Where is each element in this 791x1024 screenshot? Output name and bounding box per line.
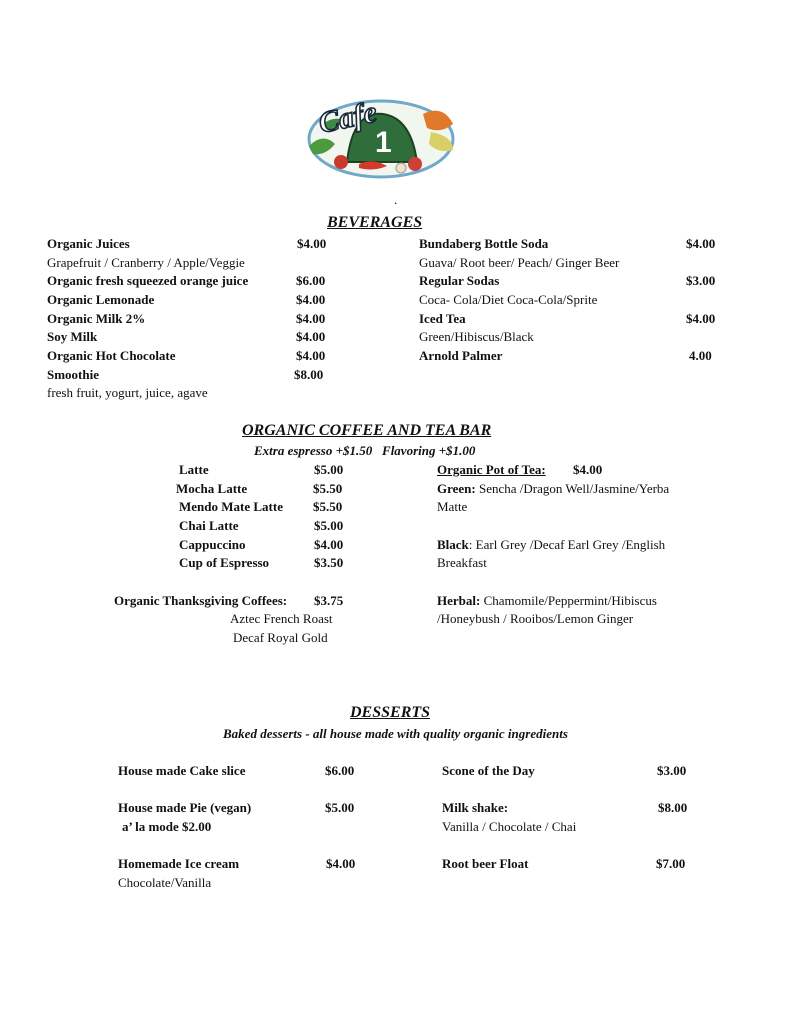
menu-item-price: $5.50 [313, 499, 343, 514]
coffee-subtitle: Extra espresso +$1.50 Flavoring +$1.00 [254, 443, 476, 458]
desserts-title: DESSERTS [350, 704, 431, 721]
menu-item-price: $3.00 [657, 763, 687, 778]
menu-item-name: Scone of the Day [442, 763, 535, 778]
menu-item-price: $3.00 [686, 273, 716, 288]
menu-item-desc: Coca- Cola/Diet Coca-Cola/Sprite [419, 292, 598, 307]
menu-item-desc: Grapefruit / Cranberry / Apple/Veggie [47, 255, 245, 270]
tea-pot-price: $4.00 [573, 462, 603, 477]
tea-black-text-2: Breakfast [437, 555, 487, 570]
tea-black-label: Black [437, 537, 469, 552]
menu-item-name: Organic Milk 2% [47, 311, 146, 326]
separator-dot: . [394, 192, 398, 207]
menu-item-price: $4.00 [296, 292, 326, 307]
menu-item-name: Mocha Latte [176, 481, 248, 496]
menu-item-name: Arnold Palmer [419, 348, 503, 363]
cafe-1-logo [303, 84, 461, 184]
menu-item-name: Root beer Float [442, 856, 529, 871]
menu-item-price: $8.00 [658, 800, 688, 815]
thanksgiving-label: Organic Thanksgiving Coffees: [114, 593, 288, 608]
logo-cafe-text: Cafe [315, 95, 380, 140]
tea-black [437, 537, 665, 553]
menu-item-price: $4.00 [296, 329, 326, 344]
menu-item-name: Mendo Mate Latte [179, 499, 283, 514]
menu-item-name: Regular Sodas [419, 273, 500, 288]
desserts-subtitle: Baked desserts - all house made with quality organic ingredients [223, 726, 568, 741]
menu-item-price: $3.50 [314, 555, 344, 570]
tea-green-text: Sencha /Dragon Well/Jasmine/Yerba [479, 481, 670, 496]
menu-item-price: $6.00 [296, 273, 326, 288]
menu-item-desc: Guava/ Root beer/ Peach/ Ginger Beer [419, 255, 620, 270]
menu-item-name: Organic Hot Chocolate [47, 348, 176, 363]
menu-item-price: $4.00 [297, 236, 327, 251]
tea-green [437, 481, 669, 497]
menu-item-price: $5.50 [313, 481, 343, 496]
menu-item-price: $4.00 [686, 311, 716, 326]
tea-herbal-text: Chamomile/Peppermint/Hibiscus [483, 593, 657, 608]
menu-item-name: House made Cake slice [118, 763, 246, 778]
menu-item-price: $4.00 [296, 348, 326, 363]
tea-pot-label: Organic Pot of Tea: [437, 462, 546, 477]
menu-item-name: Organic Juices [47, 236, 130, 251]
thanksgiving-line: Aztec French Roast [230, 611, 333, 626]
menu-item-desc: Chocolate/Vanilla [118, 875, 212, 890]
menu-item-name: Cappuccino [179, 537, 246, 552]
menu-item-desc: fresh fruit, yogurt, juice, agave [47, 385, 208, 400]
menu-item-price: $4.00 [314, 537, 344, 552]
menu-item-name: Bundaberg Bottle Soda [419, 236, 549, 251]
menu-item-price: 4.00 [689, 348, 712, 363]
menu-item-price: $6.00 [325, 763, 355, 778]
menu-item-price: $4.00 [326, 856, 356, 871]
menu-item-desc: Green/Hibiscus/Black [419, 329, 534, 344]
menu-item-price: $5.00 [325, 800, 355, 815]
coffee-title: ORGANIC COFFEE AND TEA BAR [242, 422, 492, 439]
tea-green-text-2: Matte [437, 499, 468, 514]
menu-item-name: Iced Tea [419, 311, 466, 326]
menu-item-name: Milk shake: [442, 800, 509, 815]
menu-item-name: Chai Latte [179, 518, 239, 533]
thanksgiving-line: Decaf Royal Gold [233, 630, 328, 645]
tea-green-label: Green: [437, 481, 476, 496]
thanksgiving-price: $3.75 [314, 593, 344, 608]
menu-item-name: Latte [179, 462, 209, 477]
tea-herbal-label: Herbal: [437, 593, 481, 608]
menu-item-desc: Vanilla / Chocolate / Chai [442, 819, 577, 834]
menu-item-price: $5.00 [314, 462, 344, 477]
menu-item-extra: a’ la mode $2.00 [122, 819, 212, 834]
menu-item-name: House made Pie (vegan) [118, 800, 252, 815]
tea-herbal [437, 593, 657, 609]
menu-item-name: Organic Lemonade [47, 292, 155, 307]
menu-item-name: Cup of Espresso [179, 555, 270, 570]
menu-item-name: Soy Milk [47, 329, 98, 344]
menu-item-price: $5.00 [314, 518, 344, 533]
beverages-title: BEVERAGES [327, 214, 423, 231]
menu-item-price: $4.00 [686, 236, 716, 251]
logo-number-text: 1 [375, 126, 392, 159]
menu-item-name: Homemade Ice cream [118, 856, 240, 871]
menu-item-price: $8.00 [294, 367, 324, 382]
menu-item-price: $4.00 [296, 311, 326, 326]
tea-black-text: : Earl Grey /Decaf Earl Grey /English [468, 537, 666, 552]
menu-item-price: $7.00 [656, 856, 686, 871]
tea-herbal-text-2: /Honeybush / Rooibos/Lemon Ginger [437, 611, 634, 626]
menu-item-name: Organic fresh squeezed orange juice [47, 273, 249, 288]
menu-item-name: Smoothie [47, 367, 99, 382]
